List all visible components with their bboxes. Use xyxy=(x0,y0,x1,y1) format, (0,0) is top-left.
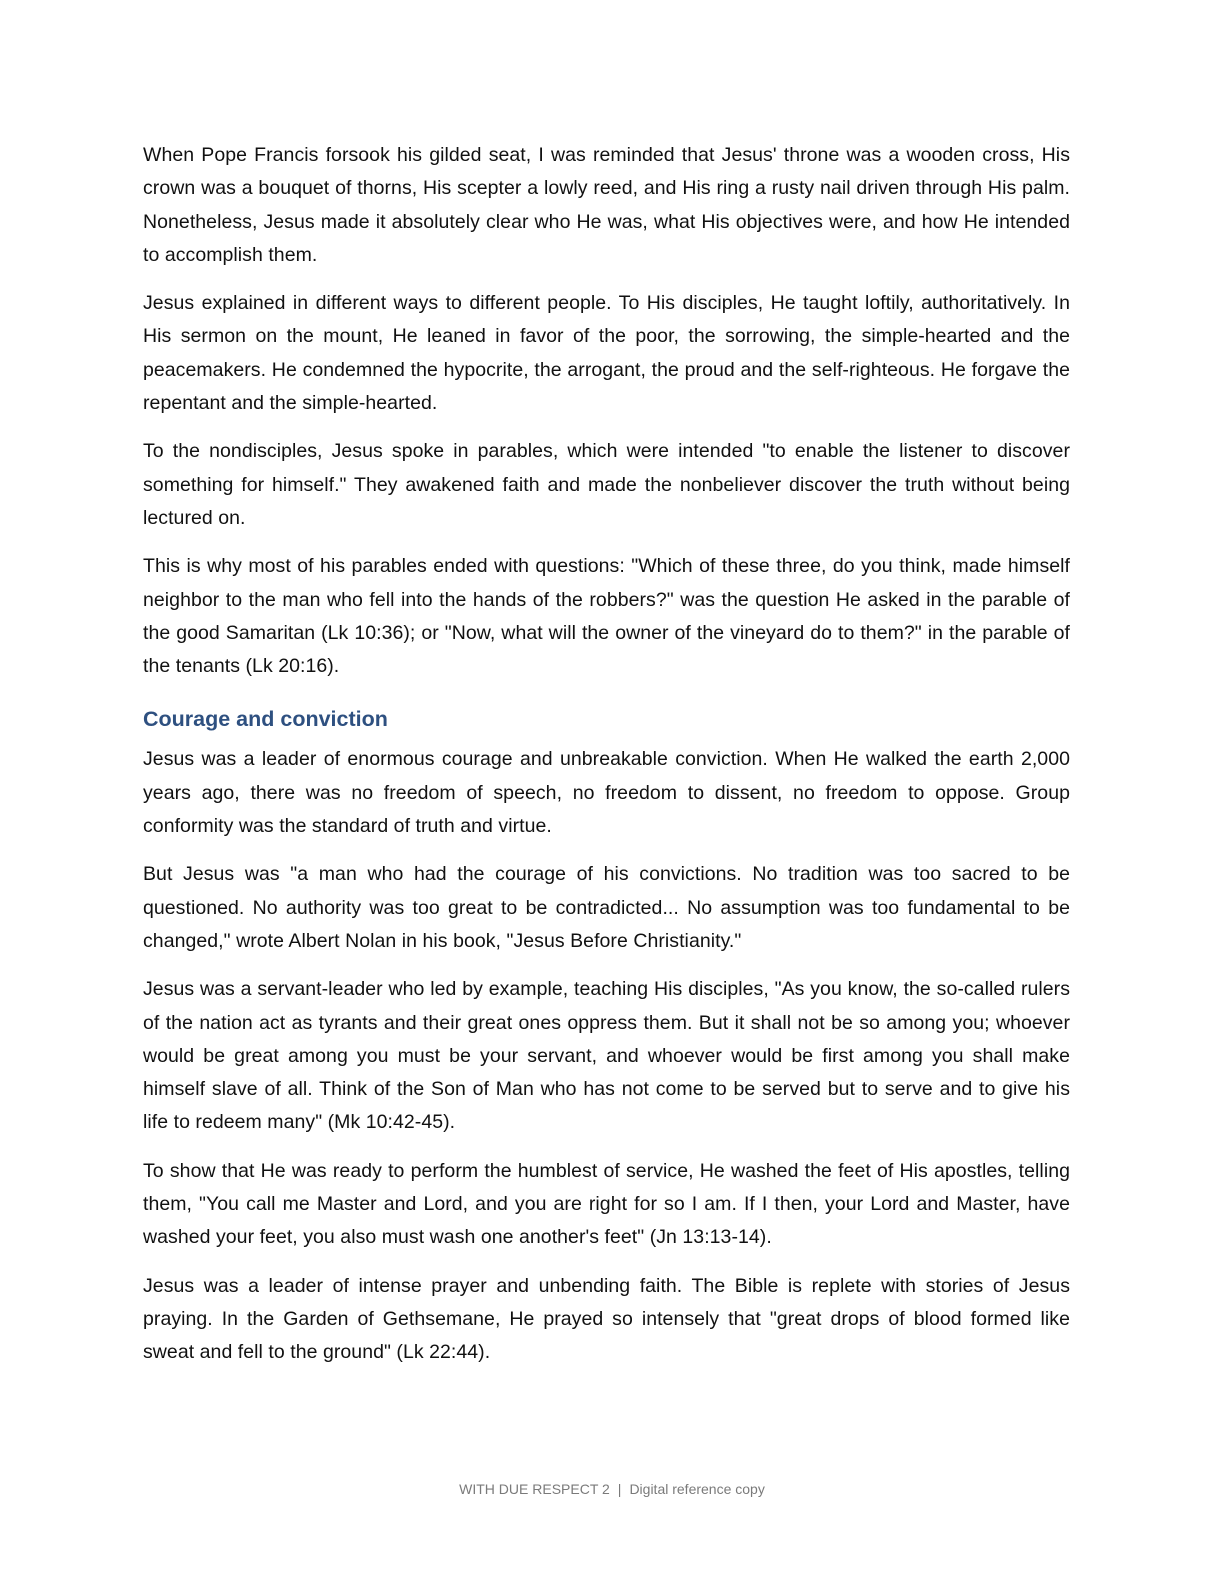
footer-note: Digital reference copy xyxy=(629,1481,765,1497)
section-heading: Courage and conviction xyxy=(143,707,388,732)
body-paragraph: Jesus explained in different ways to different people. To His disciples, He taught loftily, authoritatively. In His sermon on the mount, He leaned in favor of the poor, the sorrowing, the simple-hearted and the peacemakers. He condemned the hypocrite, the arrogant, the proud and the self-righteous. He forgave the repentant and the simple-hearted. xyxy=(143,292,1070,415)
body-paragraph: Jesus was a leader of intense prayer and unbending faith. The Bible is replete with stories of Jesus praying. In the Garden of Gethsemane, He prayed so intensely that "great drops of blood formed like sweat and fell to the ground" (Lk 22:44). xyxy=(143,1274,1070,1364)
body-paragraph: To the nondisciples, Jesus spoke in parables, which were intended "to enable the listener to discover something for himself." They awakened faith and made the nonbeliever discover the truth without being lectured on. xyxy=(143,440,1070,529)
body-paragraph: When Pope Francis forsook his gilded seat, I was reminded that Jesus' throne was a wooden cross, His crown was a bouquet of thorns, His scepter a lowly reed, and His ring a rusty nail driven through His palm. Nonetheless, Jesus made it absolutely clear who He was, what His objectives were, and how He intended to accomplish them. xyxy=(143,144,1070,266)
body-paragraph: Jesus was a servant-leader who led by example, teaching His disciples, "As you know, the so-called rulers of the nation act as tyrants and their great ones oppress them. But it shall not be so among you; whoever would be great among you must be your servant, and whoever would be first among you shall make himself slave of all. Think of the Son of Man who has not come to be served but to serve and to give his life to redeem many" (Mk 10:42-45). xyxy=(143,978,1070,1134)
footer-separator: | xyxy=(617,1481,622,1497)
body-paragraph: This is why most of his parables ended with questions: "Which of these three, do you think, made himself neighbor to the man who fell into the hands of the robbers?" was the question He asked in the parable of the good Samaritan (Lk 10:36); or "Now, what will the owner of the vineyard do to them?" in the parable of the tenants (Lk 20:16). xyxy=(143,555,1070,678)
document-page xyxy=(143,139,1070,1385)
body-paragraph: But Jesus was "a man who had the courage of his convictions. No tradition was too sacred to be questioned. No authority was too great to be contradicted... No assumption was too fundamental to be changed," wrote Albert Nolan in his book, "Jesus Before Christianity." xyxy=(143,863,1070,952)
footer-title: WITH DUE RESPECT 2 xyxy=(459,1481,610,1497)
page-footer xyxy=(0,1479,1224,1499)
body-paragraph: To show that He was ready to perform the humblest of service, He washed the feet of His apostles, telling them, "You call me Master and Lord, and you are right for so I am. If I then, your Lord and Master, have washed your feet, you also must wash one another's feet" (Jn 13:13-14). xyxy=(143,1159,1070,1249)
body-paragraph: Jesus was a leader of enormous courage and unbreakable conviction. When He walked the earth 2,000 years ago, there was no freedom of speech, no freedom to dissent, no freedom to oppose. Group conformity was the standard of truth and virtue. xyxy=(143,748,1070,838)
